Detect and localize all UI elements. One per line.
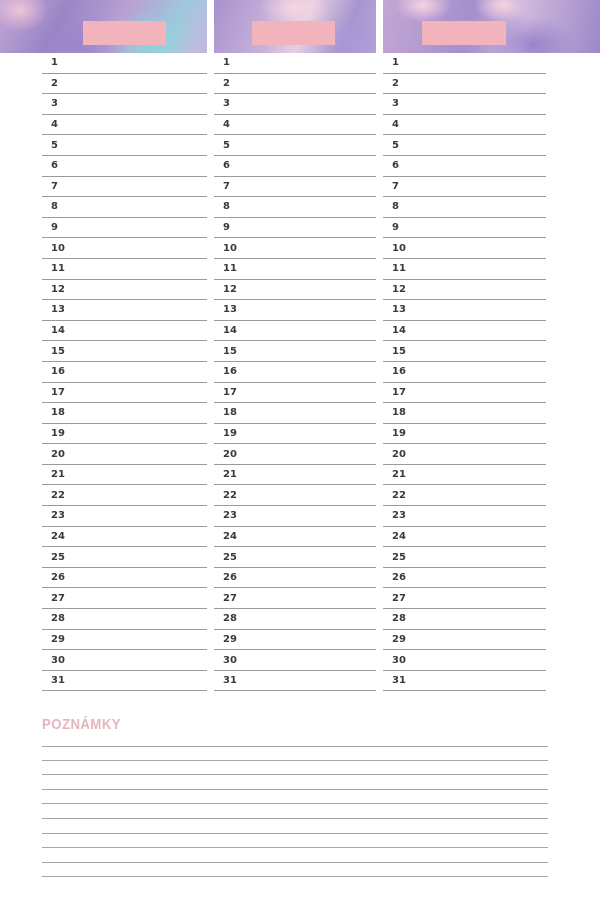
- day-row[interactable]: [383, 53, 546, 74]
- day-number: 16: [51, 366, 65, 378]
- day-number: 4: [223, 119, 230, 131]
- day-number: 15: [51, 345, 65, 357]
- day-number: 29: [51, 633, 65, 645]
- day-row[interactable]: [383, 527, 546, 548]
- day-row[interactable]: [214, 177, 376, 198]
- notes-line[interactable]: [42, 834, 548, 849]
- day-row[interactable]: [383, 465, 546, 486]
- day-number: 9: [392, 222, 399, 234]
- day-row[interactable]: [42, 527, 207, 548]
- day-row[interactable]: [214, 609, 376, 630]
- day-number: 28: [392, 613, 406, 625]
- day-row[interactable]: [383, 424, 546, 445]
- day-row[interactable]: [383, 609, 546, 630]
- day-number: 5: [223, 139, 230, 151]
- day-number: 23: [223, 510, 237, 522]
- day-number: 5: [392, 139, 399, 151]
- day-number: 19: [223, 427, 237, 439]
- day-number: 26: [223, 572, 237, 584]
- day-number: 8: [51, 201, 58, 213]
- day-number: 22: [223, 489, 237, 501]
- day-number: 21: [51, 469, 65, 481]
- day-number: 1: [223, 57, 230, 69]
- day-number: 25: [392, 551, 406, 563]
- day-number: 7: [392, 180, 399, 192]
- day-row[interactable]: [214, 403, 376, 424]
- day-number: 18: [392, 407, 406, 419]
- column-label-1[interactable]: [83, 21, 166, 45]
- day-row[interactable]: [383, 156, 546, 177]
- day-row[interactable]: [214, 630, 376, 651]
- day-row[interactable]: [383, 321, 546, 342]
- notes-line[interactable]: [42, 775, 548, 790]
- day-number: 24: [51, 530, 65, 542]
- day-number: 10: [223, 242, 237, 254]
- day-number: 27: [392, 592, 406, 604]
- day-number: 14: [223, 325, 237, 337]
- day-number: 21: [392, 469, 406, 481]
- day-row[interactable]: [42, 300, 207, 321]
- day-row[interactable]: [383, 259, 546, 280]
- day-number: 8: [223, 201, 230, 213]
- day-row[interactable]: [214, 300, 376, 321]
- day-number: 21: [223, 469, 237, 481]
- day-number: 6: [223, 160, 230, 172]
- day-row[interactable]: [214, 115, 376, 136]
- day-number: 7: [51, 180, 58, 192]
- day-number: 3: [392, 98, 399, 110]
- day-row[interactable]: [383, 74, 546, 95]
- day-row[interactable]: [214, 280, 376, 301]
- day-row[interactable]: [214, 485, 376, 506]
- day-row[interactable]: [383, 383, 546, 404]
- day-row[interactable]: [214, 135, 376, 156]
- day-number: 3: [223, 98, 230, 110]
- column-header-2: [214, 0, 376, 53]
- day-row[interactable]: [42, 321, 207, 342]
- day-number: 30: [392, 654, 406, 666]
- day-row[interactable]: [42, 671, 207, 692]
- day-row[interactable]: [214, 94, 376, 115]
- day-number: 20: [223, 448, 237, 460]
- day-row[interactable]: [383, 444, 546, 465]
- day-row[interactable]: [383, 506, 546, 527]
- day-row[interactable]: [42, 424, 207, 445]
- day-number: 20: [392, 448, 406, 460]
- day-row[interactable]: [214, 156, 376, 177]
- day-number: 19: [392, 427, 406, 439]
- day-row[interactable]: [214, 444, 376, 465]
- day-row[interactable]: [214, 259, 376, 280]
- day-row[interactable]: [383, 362, 546, 383]
- day-row[interactable]: [214, 362, 376, 383]
- day-number: 27: [51, 592, 65, 604]
- day-number: 9: [223, 222, 230, 234]
- day-row[interactable]: [214, 383, 376, 404]
- day-number: 14: [51, 325, 65, 337]
- day-row[interactable]: [383, 197, 546, 218]
- day-row[interactable]: [214, 53, 376, 74]
- day-row[interactable]: [214, 650, 376, 671]
- day-number: 3: [51, 98, 58, 110]
- day-number: 31: [223, 675, 237, 687]
- day-row[interactable]: [42, 177, 207, 198]
- day-number: 29: [223, 633, 237, 645]
- notes-title: POZNÁMKY: [42, 716, 122, 733]
- day-number: 1: [51, 57, 58, 69]
- day-number: 2: [223, 77, 230, 89]
- day-row[interactable]: [383, 115, 546, 136]
- day-row[interactable]: [214, 465, 376, 486]
- day-row[interactable]: [214, 424, 376, 445]
- day-number: 10: [51, 242, 65, 254]
- day-row[interactable]: [42, 156, 207, 177]
- notes-lines[interactable]: [42, 746, 548, 877]
- day-row[interactable]: [42, 94, 207, 115]
- day-number: 4: [392, 119, 399, 131]
- column-header-3: [383, 0, 600, 53]
- day-number: 14: [392, 325, 406, 337]
- column-header-1: [0, 0, 207, 53]
- day-number: 25: [51, 551, 65, 563]
- day-row[interactable]: [42, 403, 207, 424]
- day-number: 15: [223, 345, 237, 357]
- day-row[interactable]: [383, 177, 546, 198]
- notes-line[interactable]: [42, 863, 548, 878]
- day-row[interactable]: [214, 527, 376, 548]
- day-row[interactable]: [214, 74, 376, 95]
- day-row[interactable]: [42, 465, 207, 486]
- day-number: 30: [51, 654, 65, 666]
- day-row[interactable]: [383, 485, 546, 506]
- day-number: 31: [392, 675, 406, 687]
- day-number: 27: [223, 592, 237, 604]
- day-number: 2: [51, 77, 58, 89]
- column-label-3[interactable]: [422, 21, 506, 45]
- day-row[interactable]: [42, 609, 207, 630]
- day-row[interactable]: [214, 506, 376, 527]
- day-row[interactable]: [42, 630, 207, 651]
- day-row[interactable]: [42, 485, 207, 506]
- day-number: 9: [51, 222, 58, 234]
- day-row[interactable]: [42, 238, 207, 259]
- notes-line[interactable]: [42, 746, 548, 761]
- day-row[interactable]: [383, 300, 546, 321]
- day-row[interactable]: [42, 362, 207, 383]
- day-number: 28: [51, 613, 65, 625]
- notes-line[interactable]: [42, 848, 548, 863]
- day-row[interactable]: [42, 568, 207, 589]
- day-row[interactable]: [214, 238, 376, 259]
- day-number: 2: [392, 77, 399, 89]
- day-row[interactable]: [383, 403, 546, 424]
- day-row[interactable]: [42, 115, 207, 136]
- day-row[interactable]: [383, 630, 546, 651]
- day-number: 23: [51, 510, 65, 522]
- day-row[interactable]: [214, 197, 376, 218]
- day-row[interactable]: [383, 568, 546, 589]
- day-number: 18: [51, 407, 65, 419]
- day-row[interactable]: [383, 547, 546, 568]
- day-row[interactable]: [214, 568, 376, 589]
- day-number: 23: [392, 510, 406, 522]
- day-number: 5: [51, 139, 58, 151]
- day-number: 22: [392, 489, 406, 501]
- day-row[interactable]: [214, 547, 376, 568]
- day-row[interactable]: [42, 650, 207, 671]
- day-row[interactable]: [42, 383, 207, 404]
- day-number: 26: [392, 572, 406, 584]
- day-row[interactable]: [42, 53, 207, 74]
- day-list-3: [383, 53, 546, 691]
- day-number: 20: [51, 448, 65, 460]
- day-number: 7: [223, 180, 230, 192]
- day-number: 31: [51, 675, 65, 687]
- notes-line[interactable]: [42, 790, 548, 805]
- day-number: 12: [51, 283, 65, 295]
- notes-line[interactable]: [42, 804, 548, 819]
- day-row[interactable]: [383, 218, 546, 239]
- notes-line[interactable]: [42, 761, 548, 776]
- day-number: 29: [392, 633, 406, 645]
- day-row[interactable]: [42, 547, 207, 568]
- day-row[interactable]: [214, 218, 376, 239]
- day-number: 17: [392, 386, 406, 398]
- day-number: 26: [51, 572, 65, 584]
- day-number: 10: [392, 242, 406, 254]
- day-number: 12: [392, 283, 406, 295]
- day-row[interactable]: [42, 506, 207, 527]
- day-number: 12: [223, 283, 237, 295]
- day-row[interactable]: [214, 341, 376, 362]
- day-row[interactable]: [42, 218, 207, 239]
- day-number: 28: [223, 613, 237, 625]
- day-number: 24: [392, 530, 406, 542]
- day-number: 15: [392, 345, 406, 357]
- day-row[interactable]: [214, 321, 376, 342]
- day-number: 25: [223, 551, 237, 563]
- day-number: 11: [392, 263, 406, 275]
- day-number: 18: [223, 407, 237, 419]
- day-list-2: [214, 53, 376, 691]
- day-number: 13: [392, 304, 406, 316]
- day-number: 8: [392, 201, 399, 213]
- day-row[interactable]: [214, 671, 376, 692]
- day-number: 16: [223, 366, 237, 378]
- day-row[interactable]: [214, 588, 376, 609]
- day-number: 11: [51, 263, 65, 275]
- day-row[interactable]: [383, 650, 546, 671]
- day-number: 24: [223, 530, 237, 542]
- day-number: 19: [51, 427, 65, 439]
- day-number: 17: [223, 386, 237, 398]
- day-number: 6: [392, 160, 399, 172]
- day-row[interactable]: [42, 197, 207, 218]
- day-list-1: [42, 53, 207, 691]
- day-row[interactable]: [42, 444, 207, 465]
- day-number: 22: [51, 489, 65, 501]
- day-number: 13: [223, 304, 237, 316]
- day-number: 16: [392, 366, 406, 378]
- day-row[interactable]: [383, 341, 546, 362]
- day-row[interactable]: [383, 671, 546, 692]
- day-row[interactable]: [383, 280, 546, 301]
- day-row[interactable]: [42, 280, 207, 301]
- day-row[interactable]: [42, 135, 207, 156]
- day-number: 17: [51, 386, 65, 398]
- day-row[interactable]: [383, 94, 546, 115]
- day-row[interactable]: [383, 588, 546, 609]
- day-number: 4: [51, 119, 58, 131]
- day-number: 30: [223, 654, 237, 666]
- day-row[interactable]: [42, 588, 207, 609]
- day-number: 11: [223, 263, 237, 275]
- day-row[interactable]: [383, 135, 546, 156]
- day-number: 6: [51, 160, 58, 172]
- day-number: 13: [51, 304, 65, 316]
- day-row[interactable]: [42, 74, 207, 95]
- day-row[interactable]: [42, 259, 207, 280]
- day-row[interactable]: [383, 238, 546, 259]
- day-row[interactable]: [42, 341, 207, 362]
- column-label-2[interactable]: [252, 21, 335, 45]
- notes-line[interactable]: [42, 819, 548, 834]
- day-number: 1: [392, 57, 399, 69]
